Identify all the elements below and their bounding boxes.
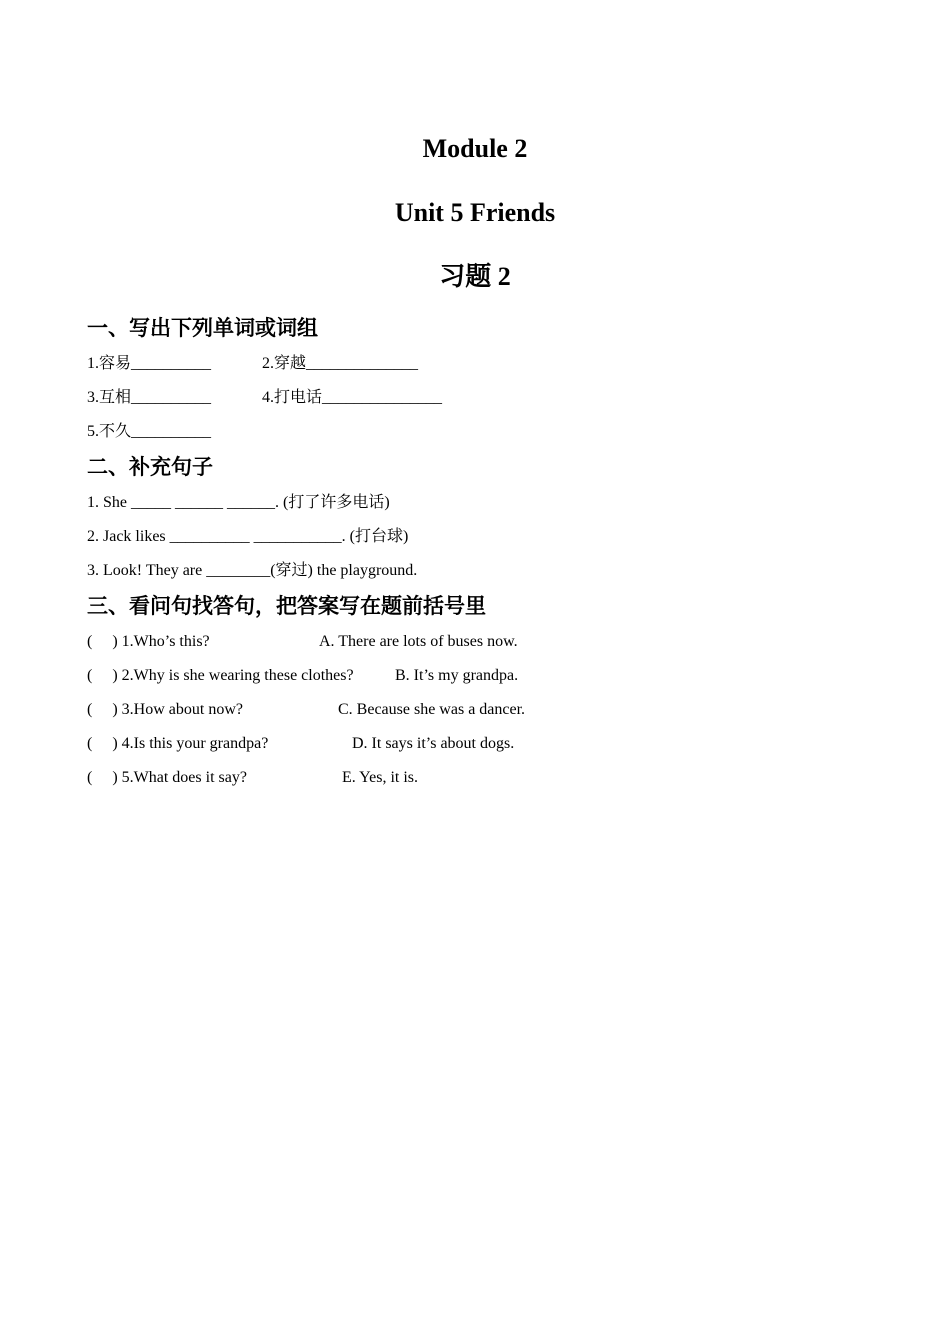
vocab-item-3: 3.互相__________: [87, 389, 212, 406]
section2-heading: 二、补充句子: [87, 455, 213, 479]
answer-c: C. Because she was a dancer.: [338, 701, 526, 718]
vocab-item-4: 4.打电话_______________: [262, 389, 443, 406]
exercise-title: 习题 2: [439, 262, 511, 291]
sentence-item-3: 3. Look! They are ________(穿过) the playground.: [87, 562, 418, 579]
sentence-item-1: 1. She _____ ______ ______. (打了许多电话): [87, 494, 390, 511]
answer-e: E. Yes, it is.: [342, 769, 419, 786]
vocab-item-2: 2.穿越______________: [262, 355, 419, 372]
module-title: Module 2: [422, 134, 528, 163]
answer-a: A. There are lots of buses now.: [319, 633, 518, 650]
answer-d: D. It says it’s about dogs.: [352, 735, 515, 752]
vocab-item-1: 1.容易__________: [87, 355, 212, 372]
unit-title: Unit 5 Friends: [394, 198, 556, 227]
answer-b: B. It’s my grandpa.: [395, 667, 519, 684]
section1-heading: 一、写出下列单词或词组: [87, 316, 318, 340]
question-4: ( ) 4.Is this your grandpa?: [87, 735, 269, 752]
question-3: ( ) 3.How about now?: [87, 701, 243, 718]
sentence-item-2: 2. Jack likes __________ ___________. (打台球): [87, 528, 409, 545]
question-1: ( ) 1.Who’s this?: [87, 633, 210, 650]
question-2: ( ) 2.Why is she wearing these clothes?: [87, 667, 354, 684]
vocab-item-5: 5.不久__________: [87, 423, 212, 440]
section3-heading: 三、看问句找答句，把答案写在题前括号里: [87, 594, 486, 618]
question-5: ( ) 5.What does it say?: [87, 769, 247, 786]
